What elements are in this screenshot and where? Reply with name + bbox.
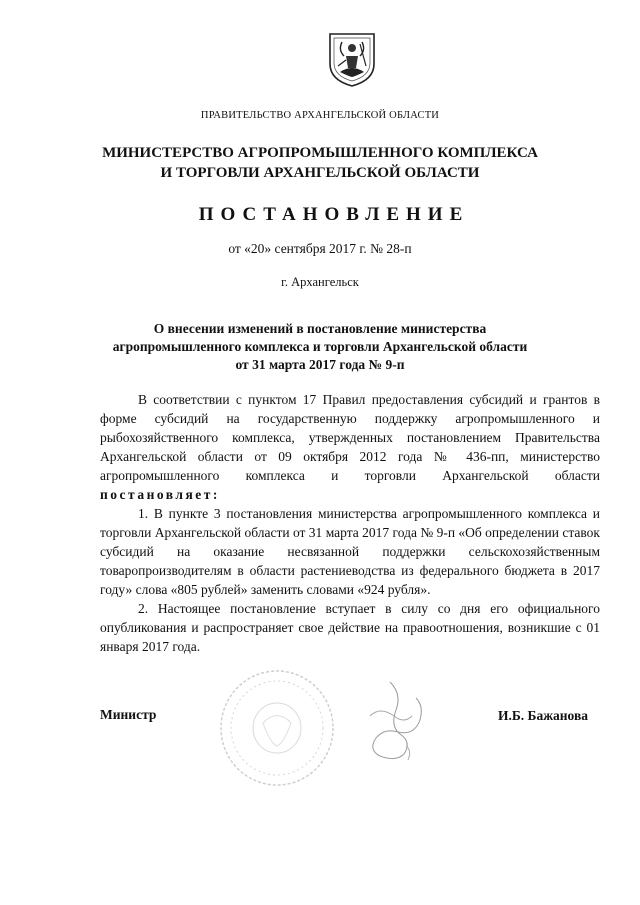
city: г. Архангельск — [281, 275, 359, 289]
signatory-title: Министр — [100, 707, 157, 722]
government-title: ПРАВИТЕЛЬСТВО АРХАНГЕЛЬСКОЙ ОБЛАСТИ — [200, 110, 440, 121]
ministry-title-line2: И ТОРГОВЛИ АРХАНГЕЛЬСКОЙ ОБЛАСТИ — [160, 165, 480, 181]
handwritten-signature-icon — [350, 676, 440, 766]
document-type-heading: ПОСТАНОВЛЕНИЕ — [198, 204, 470, 225]
document-subject — [0, 320, 640, 374]
subject-line1: О внесении изменений в постановление министерства — [153, 321, 487, 336]
subject-line2: агропромышленного комплекса и торговли Архангельской области — [112, 339, 528, 354]
preamble-text: В соответствии с пунктом 17 Правил предоставления субсидий и грантов в форме субсидий на государственную поддержку агропромышленного и рыбохозяйственного комплекса, утвержденных постановлением Правительства Архангельской области от 09 октября 2012 года № 436-пп, министерство агропромышленного комплекса и торговли Архангельской области — [100, 392, 600, 483]
subject-line3: от 31 марта 2017 года № 9-п — [235, 357, 405, 372]
coat-of-arms-icon — [326, 30, 378, 88]
document-body — [100, 390, 600, 656]
official-seal-icon — [218, 668, 336, 788]
ministry-title — [0, 143, 640, 183]
item-1-paragraph: 1. В пункте 3 постановления министерства агропромышленного комплекса и торговли Архангельской области от 31 марта 2017 года № 9-п «Об определении ставок субсидий на оказание несвязанной поддержки сельскохозяйственным товаропроизводителям в области растениеводства из федерального бюджета в 2017 году» слова «805 рублей» заменить словами «924 рубля». — [100, 506, 600, 597]
ministry-title-line1: МИНИСТЕРСТВО АГРОПРОМЫШЛЕННОГО КОМПЛЕКСА — [102, 145, 538, 161]
date-and-number: от «20» сентября 2017 г. № 28-п — [228, 241, 412, 256]
resolves-keyword: постановляет: — [100, 487, 220, 502]
item-2-paragraph: 2. Настоящее постановление вступает в силу со дня его официального опубликования и распространяет свое действие на правоотношения, возникшие с 01 января 2017 года. — [100, 601, 600, 654]
signatory-name: И.Б. Бажанова — [498, 708, 588, 723]
preamble-paragraph — [100, 390, 600, 504]
